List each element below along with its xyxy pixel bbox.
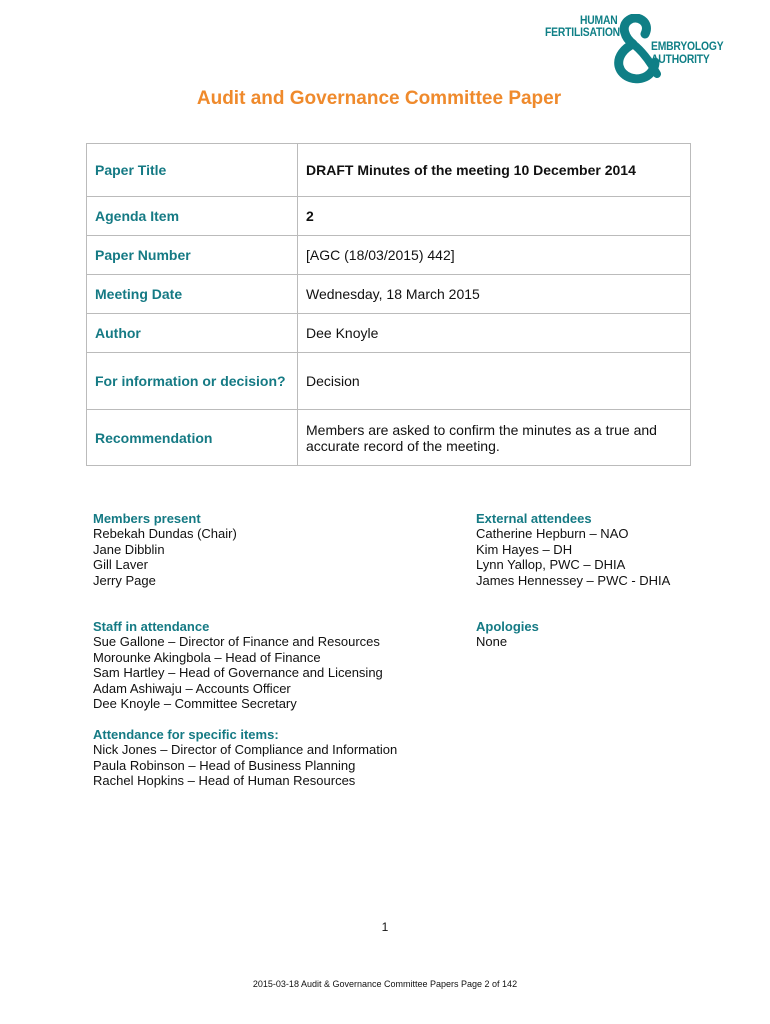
row-value: DRAFT Minutes of the meeting 10 December 2014	[298, 144, 691, 197]
row-label: Paper Title	[87, 144, 298, 197]
list-item: Sue Gallone – Director of Finance and Resources	[93, 634, 380, 650]
table-row	[87, 275, 691, 314]
table-row	[87, 197, 691, 236]
logo-text-authority: AUTHORITY	[651, 52, 710, 66]
list-item: Rebekah Dundas (Chair)	[93, 526, 237, 542]
table-row	[87, 410, 691, 466]
list-item: Sam Hartley – Head of Governance and Licensing	[93, 665, 383, 681]
list-item: None	[476, 634, 508, 650]
page-number: 1	[381, 920, 389, 934]
list-item: Paula Robinson – Head of Business Planning	[93, 757, 356, 773]
row-value: [AGC (18/03/2015) 442]	[298, 236, 691, 275]
hfea-logo	[545, 12, 730, 84]
section-heading: External attendees	[476, 511, 592, 526]
paper-details-table	[86, 143, 691, 466]
list-item: Gill Laver	[93, 557, 148, 573]
table-row	[87, 236, 691, 275]
logo-text-human: HUMAN	[580, 13, 618, 27]
row-label: Recommendation	[87, 410, 298, 466]
specific-items-section	[93, 727, 397, 789]
list-item: Jane Dibblin	[93, 541, 165, 557]
list-item: Lynn Yallop, PWC – DHIA	[476, 557, 626, 573]
row-value: Members are asked to confirm the minutes as a true and accurate record of the meeting.	[298, 410, 691, 466]
list-item: Nick Jones – Director of Compliance and Information	[93, 742, 398, 758]
row-label: Paper Number	[87, 236, 298, 275]
list-item: Kim Hayes – DH	[476, 541, 573, 557]
list-item: Rachel Hopkins – Head of Human Resources	[93, 773, 356, 789]
row-label: Meeting Date	[87, 275, 298, 314]
page-footer: 2015-03-18 Audit & Governance Committee Papers Page 2 of 142	[252, 979, 518, 989]
logo-text-embryology: EMBRYOLOGY	[651, 39, 724, 53]
list-item: Dee Knoyle – Committee Secretary	[93, 696, 297, 712]
row-value: Decision	[298, 353, 691, 410]
apologies-section	[476, 619, 539, 650]
logo-text-fertilisation: FERTILISATION	[545, 25, 620, 39]
document-title: Audit and Governance Committee Paper	[196, 88, 562, 109]
section-heading: Apologies	[476, 619, 539, 634]
list-item: Catherine Hepburn – NAO	[476, 526, 629, 542]
row-label: For information or decision?	[87, 353, 298, 410]
list-item: Jerry Page	[93, 572, 156, 588]
table-row	[87, 144, 691, 197]
section-heading: Members present	[93, 511, 201, 526]
row-value: Dee Knoyle	[298, 314, 691, 353]
section-heading: Attendance for specific items:	[93, 727, 279, 742]
row-value: 2	[298, 197, 691, 236]
list-item: Morounke Akingbola – Head of Finance	[93, 649, 321, 665]
row-label: Agenda Item	[87, 197, 298, 236]
row-value: Wednesday, 18 March 2015	[298, 275, 691, 314]
members-present-section	[93, 511, 237, 588]
table-row	[87, 314, 691, 353]
list-item: Adam Ashiwaju – Accounts Officer	[93, 680, 291, 696]
table-row	[87, 353, 691, 410]
list-item: James Hennessey – PWC - DHIA	[476, 572, 671, 588]
staff-in-attendance-section	[93, 619, 383, 711]
section-heading: Staff in attendance	[93, 619, 210, 634]
row-label: Author	[87, 314, 298, 353]
external-attendees-section	[476, 511, 670, 588]
